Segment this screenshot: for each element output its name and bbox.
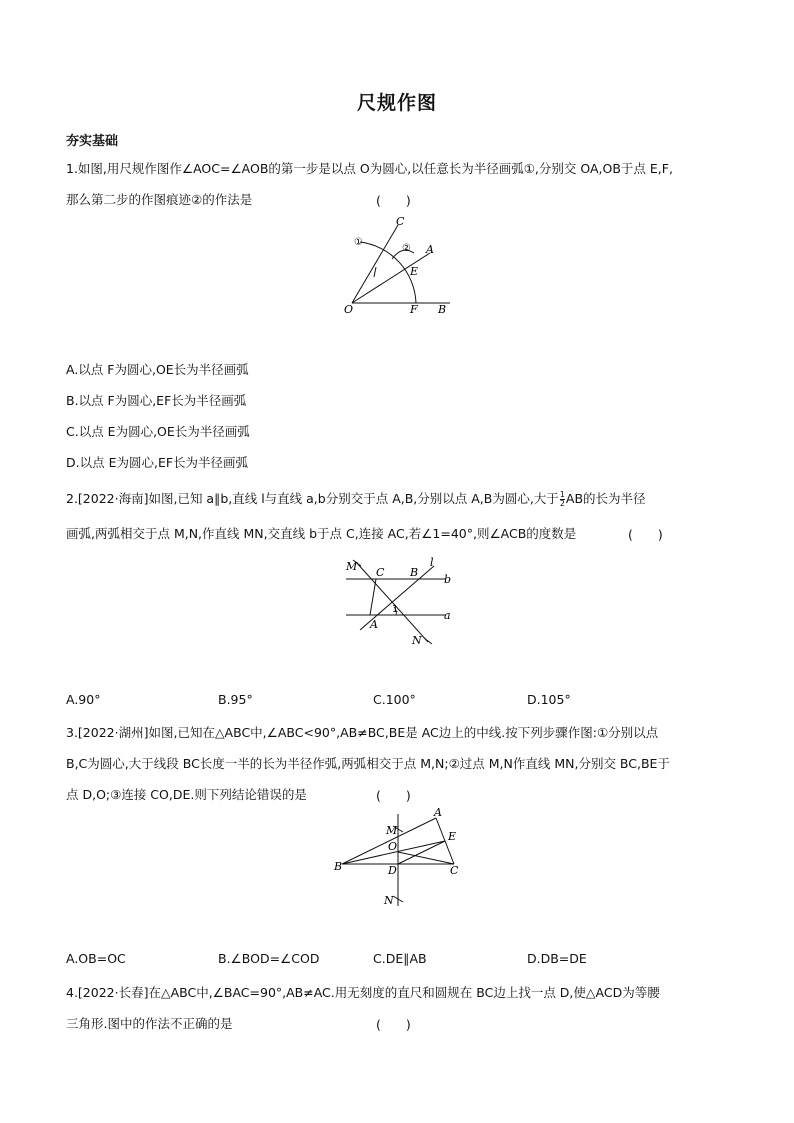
q1-option-c: C.以点 E为圆心,OE长为半径画弧 — [66, 424, 250, 439]
page-title: 尺规作图 — [356, 92, 437, 114]
q3-stem-line3: 点 D,O;③连接 CO,DE.则下列结论错误的是 — [66, 787, 307, 802]
label-b: B — [334, 860, 343, 873]
q2-stem-part2: AB的长为半径 — [565, 491, 646, 506]
q3-option-d: D.DB=DE — [527, 951, 587, 966]
label-m: M — [386, 824, 398, 837]
q3-option-b: B.∠BOD=∠COD — [218, 951, 320, 966]
q3-stem-line2: B,C为圆心,大于线段 BC长度一半的长为半径作弧,两弧相交于点 M,N;②过点 M,N作直线 MN,分别交 BC,BE于 — [66, 756, 670, 771]
q2-answer-blank: ( ) — [628, 527, 663, 542]
q3-stem-line1: 3.[2022·湖州]如图,已知在△ABC中,∠ABC<90°,AB≠BC,BE是 AC边上的中线.按下列步骤作图:①分别以点 — [66, 725, 659, 740]
label-a: A — [370, 618, 378, 631]
label-c: C — [450, 864, 459, 877]
label-c: C — [396, 215, 405, 228]
label-arc1: ① — [354, 237, 363, 248]
label-d: D — [388, 864, 397, 877]
q2-option-c: C.100° — [373, 692, 416, 707]
q3-option-a: A.OB=OC — [66, 951, 126, 966]
label-line-a: a — [444, 609, 451, 622]
q1-option-b: B.以点 F为圆心,EF长为半径画弧 — [66, 393, 247, 408]
label-e: E — [410, 265, 419, 278]
q1-option-a: A.以点 F为圆心,OE长为半径画弧 — [66, 362, 249, 377]
label-a: A — [426, 243, 434, 256]
q1-option-d: D.以点 E为圆心,EF长为半径画弧 — [66, 455, 249, 470]
label-a: A — [434, 806, 442, 819]
q2-stem-line2: 画弧,两弧相交于点 M,N,作直线 MN,交直线 b于点 C,连接 AC,若∠1=40°,则∠ACB的度数是 — [66, 526, 577, 541]
q1-answer-blank: ( ) — [376, 193, 411, 208]
q2-stem-line1 — [66, 490, 646, 508]
label-angle-1: 1 — [392, 604, 399, 615]
label-line-b: b — [444, 573, 452, 586]
q1-figure — [340, 215, 460, 320]
label-n: N — [412, 634, 422, 647]
label-b: B — [438, 303, 447, 316]
ray-oa — [352, 253, 430, 303]
label-n: N — [384, 894, 394, 907]
q2-option-b: B.95° — [218, 692, 253, 707]
label-arc2: ② — [402, 243, 411, 254]
q3-figure — [330, 806, 470, 910]
label-e: E — [448, 830, 457, 843]
q2-option-d: D.105° — [527, 692, 571, 707]
label-m: M — [346, 560, 358, 573]
segment-ac — [370, 579, 376, 615]
label-b: B — [410, 566, 419, 579]
fraction-one-half: $\frac{1}{2}$ — [559, 490, 565, 508]
q4-stem-line2: 三角形.图中的作法不正确的是 — [66, 1016, 233, 1031]
q2-option-a: A.90° — [66, 692, 101, 707]
label-l: l — [430, 556, 434, 569]
label-f: F — [410, 303, 418, 316]
q2-stem-part1: 2.[2022·海南]如图,已知 a∥b,直线 l与直线 a,b分别交于点 A,B,分别以点 A,B为圆心,大于 — [66, 491, 559, 506]
q3-answer-blank: ( ) — [376, 788, 411, 803]
label-c: C — [376, 566, 385, 579]
section-heading: 夯实基础 — [66, 134, 119, 149]
q4-answer-blank: ( ) — [376, 1017, 411, 1032]
label-o: O — [344, 303, 354, 316]
segment-co — [398, 852, 454, 864]
label-o: O — [388, 840, 398, 853]
q3-option-c: C.DE∥AB — [373, 951, 427, 966]
q1-stem-line2: 那么第二步的作图痕迹②的作法是 — [66, 192, 253, 207]
q1-stem-line1: 1.如图,用尺规作图作∠AOC=∠AOB的第一步是以点 O为圆心,以任意长为半径画弧①,分别交 OA,OB于点 E,F, — [66, 161, 673, 176]
q2-figure — [340, 552, 460, 652]
q4-stem-line1: 4.[2022·长春]在△ABC中,∠BAC=90°,AB≠AC.用无刻度的直尺和圆规在 BC边上找一点 D,使△ACD为等腰 — [66, 985, 660, 1000]
